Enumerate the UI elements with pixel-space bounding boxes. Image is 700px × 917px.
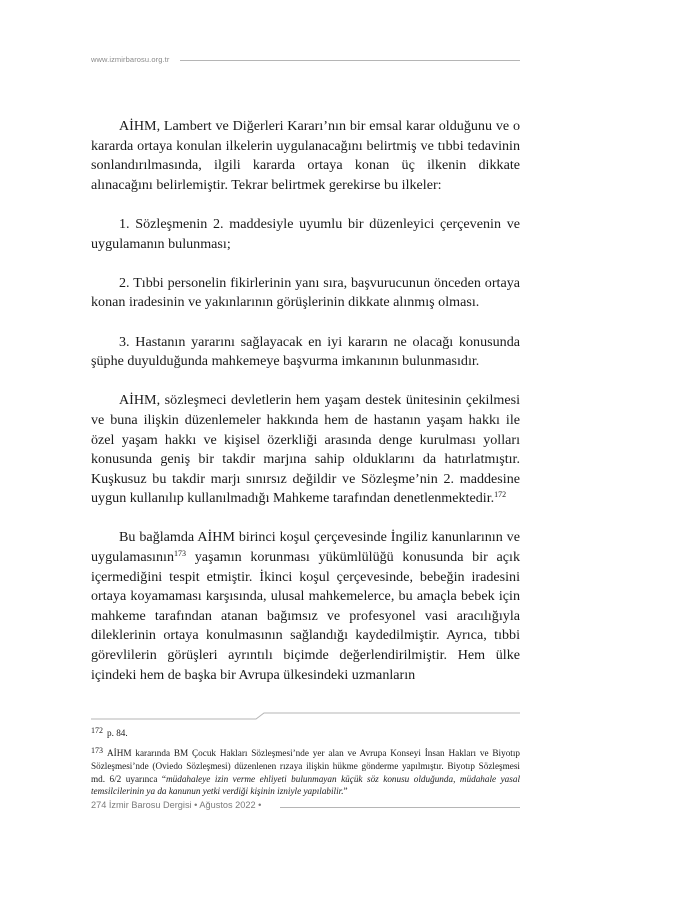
header-divider	[180, 60, 520, 61]
article-body	[91, 117, 520, 685]
footnote-quote: müdahaleye izin verme ehliyeti bulunmayan küçük söz konusu olduğunda, müdahale yasal temsilcilerinin ya da kanunun yetki verdiği kişinin izniyle yapılabilir.	[91, 773, 521, 797]
paragraph-1: AİHM, Lambert ve Diğerleri Kararı’nın bir emsal karar olduğunu ve o kararda ortaya konulan ilkelerin uygulanacağını belirtmiş ve tıbbi tedavinin sonlandırılmasında, ilgili kararda ortaya konan üç ilkenin dikkate alınacağını belirlemiştir. Tekrar belirtmek gerekirse bu ilkeler:	[91, 118, 520, 193]
paragraph-6-text-b: yaşamın korunması yükümlülüğü konusunda bir açık içermediğini tespit etmiştir. İkinci koşul çerçevesinde, bebeğin iradesini ortaya koyamaması karşısında, ulusal mahkemelerce, bu amaçla bebek için mahkeme tarafından atanan bağımsız ve profesyonel vasi aracılığıyla dileklerinin ortaya konulmasının sağlandığı kaydedilmiştir. Ayrıca, tıbbi görevlilerin görüşleri ayrıntılı biçimde değerlendirilmiştir. Hem ülke içindeki hem de başka bir Avrupa ülkesindeki uzmanların	[91, 549, 520, 683]
footnote-number: 172	[91, 726, 103, 735]
footnote-173	[91, 747, 520, 798]
header-url: www.izmirbarosu.org.tr	[91, 55, 170, 64]
footnote-number: 173	[91, 745, 103, 755]
paragraph-5-text: AİHM, sözleşmeci devletlerin hem yaşam destek ünitesinin çekilmesi ve buna ilişkin düzenlemeler hakkında hem de hastanın yaşam hakkı ile özel yaşam hakkı ve kişisel özerkliği arasında denge kurulması yolları konusunda geniş bir takdir marjına sahip olduklarını da hatırlatmıştır. Kuşkusuz bu takdir marjı sınırsız değildir ve Sözleşme’nin 2. maddesine uygun kullanılıp kullanılmadığı Mahkeme tarafından denetlenmektedir.	[91, 392, 520, 507]
footnote-ref-172[interactable]: 172	[494, 490, 507, 500]
footer-divider	[280, 807, 520, 808]
footnote-172	[91, 727, 520, 741]
footnote-text-b: ”	[343, 786, 348, 797]
page-footer: 274 İzmir Barosu Dergisi • Ağustos 2022 •	[91, 800, 262, 810]
footnote-ref-173[interactable]: 173	[174, 549, 186, 559]
footnote-text-a: AİHM kararında BM Çocuk Hakları Sözleşmesi’nde yer alan ve Avrupa Konseyi İnsan Hakları ve Biyotıp Sözleşmesi’nde (Oviedo Sözleşmesi) düzenlenen rızaya ilişkin hükme gönderme yapılmıştır. Biyotıp Sözleşmesi md. 6/2 uyarınca “	[91, 747, 520, 784]
paragraph-6	[91, 528, 520, 685]
paragraph-5	[91, 391, 520, 509]
paragraph-4: 3. Hastanın yararını sağlayacak en iyi kararın ne olacağı konusunda şüphe duyulduğunda mahkemeye başvurma imkanının bulunmasıdır.	[91, 333, 520, 370]
paragraph-6-text-a: Bu bağlamda AİHM birinci koşul çerçevesinde İngiliz kanunlarının ve uygulamasının	[91, 529, 520, 566]
paragraph-2: 1. Sözleşmenin 2. maddesiyle uyumlu bir düzenleyici çerçevenin ve uygulamanın bulunması;	[91, 215, 520, 252]
footnote-text: p. 84.	[107, 728, 128, 738]
paragraph-3: 2. Tıbbi personelin fikirlerinin yanı sıra, başvurucunun önceden ortaya konan iradesinin ve yakınlarının görüşlerinin dikkate alınmış olması.	[91, 274, 520, 311]
footnote-divider	[91, 712, 520, 720]
footnotes	[91, 727, 520, 804]
